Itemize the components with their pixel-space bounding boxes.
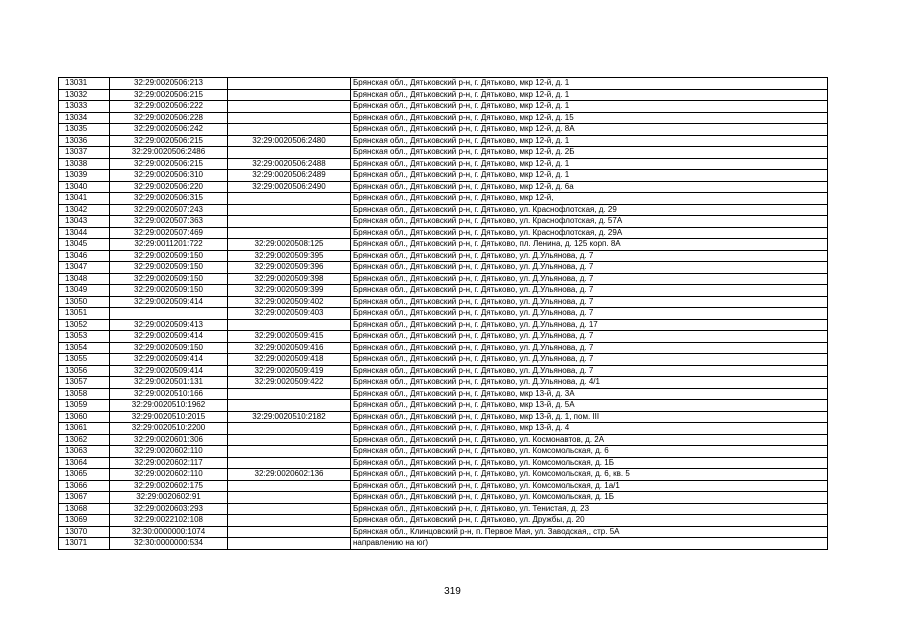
related-cadastral-number-cell (228, 400, 351, 412)
related-cadastral-number-cell (228, 101, 351, 113)
cadastral-number-cell: 32:29:0020509:414 (110, 365, 228, 377)
table-row (59, 308, 828, 320)
record-number-cell: 13050 (59, 296, 110, 308)
table-row (59, 296, 828, 308)
address-cell: Брянская обл., Дятьковский р-н, г. Дятьково, мкр 12-й, д. 1 (351, 158, 828, 170)
table-row (59, 538, 828, 550)
related-cadastral-number-cell (228, 434, 351, 446)
record-number-cell: 13051 (59, 308, 110, 320)
cadastral-number-cell: 32:29:0020602:91 (110, 492, 228, 504)
address-cell: Брянская обл., Дятьковский р-н, г. Дятьково, ул. Д.Ульянова, д. 7 (351, 354, 828, 366)
related-cadastral-number-cell: 32:29:0020510:2182 (228, 411, 351, 423)
address-cell: Брянская обл., Дятьковский р-н, г. Дятьково, ул. Д.Ульянова, д. 7 (351, 285, 828, 297)
address-cell: Брянская обл., Дятьковский р-н, г. Дятьково, ул. Космонавтов, д. 2А (351, 434, 828, 446)
record-number-cell: 13052 (59, 319, 110, 331)
related-cadastral-number-cell (228, 457, 351, 469)
related-cadastral-number-cell (228, 89, 351, 101)
address-cell: направлению на юг) (351, 538, 828, 550)
related-cadastral-number-cell (228, 526, 351, 538)
related-cadastral-number-cell (228, 480, 351, 492)
cadastral-number-cell (110, 308, 228, 320)
address-cell: Брянская обл., Дятьковский р-н, г. Дятьково, ул. Д.Ульянова, д. 7 (351, 250, 828, 262)
cadastral-number-cell: 32:29:0020506:228 (110, 112, 228, 124)
address-cell: Брянская обл., Дятьковский р-н, г. Дятьково, ул. Комсомольская, д. 1Б (351, 492, 828, 504)
record-number-cell: 13047 (59, 262, 110, 274)
record-number-cell: 13066 (59, 480, 110, 492)
table-row (59, 262, 828, 274)
cadastral-number-cell: 32:29:0020509:150 (110, 285, 228, 297)
table-row (59, 101, 828, 113)
related-cadastral-number-cell: 32:29:0020509:396 (228, 262, 351, 274)
record-number-cell: 13035 (59, 124, 110, 136)
address-cell: Брянская обл., Дятьковский р-н, г. Дятьково, мкр 12-й, д. 2Б (351, 147, 828, 159)
record-number-cell: 13069 (59, 515, 110, 527)
registry-table-body (59, 78, 828, 550)
cadastral-number-cell: 32:29:0020506:213 (110, 78, 228, 90)
address-cell: Брянская обл., Дятьковский р-н, г. Дятьково, ул. Д.Ульянова, д. 7 (351, 273, 828, 285)
table-row (59, 285, 828, 297)
related-cadastral-number-cell: 32:29:0020509:398 (228, 273, 351, 285)
record-number-cell: 13037 (59, 147, 110, 159)
address-cell: Брянская обл., Дятьковский р-н, г. Дятьково, ул. Д.Ульянова, д. 7 (351, 365, 828, 377)
address-cell: Брянская обл., Клинцовский р-н, п. Первое Мая, ул. Заводская,, стр. 5А (351, 526, 828, 538)
address-cell: Брянская обл., Дятьковский р-н, г. Дятьково, пл. Ленина, д. 125 корп. 8А (351, 239, 828, 251)
record-number-cell: 13036 (59, 135, 110, 147)
cadastral-number-cell: 32:29:0020506:215 (110, 89, 228, 101)
record-number-cell: 13057 (59, 377, 110, 389)
address-cell: Брянская обл., Дятьковский р-н, г. Дятьково, мкр 12-й, д. 1 (351, 135, 828, 147)
cadastral-number-cell: 32:29:0020601:306 (110, 434, 228, 446)
related-cadastral-number-cell (228, 446, 351, 458)
record-number-cell: 13043 (59, 216, 110, 228)
address-cell: Брянская обл., Дятьковский р-н, г. Дятьково, ул. Д.Ульянова, д. 7 (351, 331, 828, 343)
address-cell: Брянская обл., Дятьковский р-н, г. Дятьково, мкр 13-й, д. 3А (351, 388, 828, 400)
table-row (59, 492, 828, 504)
record-number-cell: 13068 (59, 503, 110, 515)
record-number-cell: 13060 (59, 411, 110, 423)
related-cadastral-number-cell (228, 216, 351, 228)
cadastral-number-cell: 32:29:0020510:1962 (110, 400, 228, 412)
table-row (59, 457, 828, 469)
record-number-cell: 13071 (59, 538, 110, 550)
cadastral-number-cell: 32:29:0020509:413 (110, 319, 228, 331)
record-number-cell: 13053 (59, 331, 110, 343)
address-cell: Брянская обл., Дятьковский р-н, г. Дятьково, мкр 12-й, (351, 193, 828, 205)
related-cadastral-number-cell: 32:29:0020509:415 (228, 331, 351, 343)
related-cadastral-number-cell: 32:29:0020506:2489 (228, 170, 351, 182)
address-cell: Брянская обл., Дятьковский р-н, г. Дятьково, ул. Краснофлотская, д. 29А (351, 227, 828, 239)
cadastral-number-cell: 32:29:0020510:2200 (110, 423, 228, 435)
related-cadastral-number-cell: 32:29:0020506:2490 (228, 181, 351, 193)
related-cadastral-number-cell (228, 204, 351, 216)
table-row (59, 193, 828, 205)
cadastral-number-cell: 32:29:0020602:110 (110, 446, 228, 458)
related-cadastral-number-cell: 32:29:0020509:419 (228, 365, 351, 377)
related-cadastral-number-cell: 32:29:0020509:395 (228, 250, 351, 262)
table-row (59, 89, 828, 101)
cadastral-number-cell: 32:29:0020510:166 (110, 388, 228, 400)
cadastral-number-cell: 32:29:0020509:150 (110, 342, 228, 354)
record-number-cell: 13054 (59, 342, 110, 354)
page-number: 319 (444, 586, 461, 597)
table-row (59, 239, 828, 251)
table-row (59, 469, 828, 481)
record-number-cell: 13040 (59, 181, 110, 193)
record-number-cell: 13044 (59, 227, 110, 239)
address-cell: Брянская обл., Дятьковский р-н, г. Дятьково, мкр 12-й, д. 6а (351, 181, 828, 193)
address-cell: Брянская обл., Дятьковский р-н, г. Дятьково, ул. Комсомольская, д. 6, кв. 5 (351, 469, 828, 481)
related-cadastral-number-cell (228, 227, 351, 239)
record-number-cell: 13033 (59, 101, 110, 113)
address-cell: Брянская обл., Дятьковский р-н, г. Дятьково, ул. Краснофлотская, д. 29 (351, 204, 828, 216)
cadastral-number-cell: 32:29:0020509:414 (110, 331, 228, 343)
related-cadastral-number-cell: 32:29:0020506:2488 (228, 158, 351, 170)
table-row (59, 319, 828, 331)
cadastral-number-cell: 32:29:0020507:243 (110, 204, 228, 216)
cadastral-number-cell: 32:29:0020501:131 (110, 377, 228, 389)
related-cadastral-number-cell (228, 388, 351, 400)
address-cell: Брянская обл., Дятьковский р-н, г. Дятьково, ул. Комсомольская, д. 1а/1 (351, 480, 828, 492)
cadastral-number-cell: 32:29:0020506:222 (110, 101, 228, 113)
record-number-cell: 13046 (59, 250, 110, 262)
cadastral-number-cell: 32:29:0020509:414 (110, 354, 228, 366)
related-cadastral-number-cell (228, 319, 351, 331)
address-cell: Брянская обл., Дятьковский р-н, г. Дятьково, ул. Д.Ульянова, д. 17 (351, 319, 828, 331)
table-row (59, 147, 828, 159)
related-cadastral-number-cell (228, 112, 351, 124)
table-row (59, 434, 828, 446)
record-number-cell: 13061 (59, 423, 110, 435)
related-cadastral-number-cell: 32:29:0020509:399 (228, 285, 351, 297)
table-row (59, 480, 828, 492)
cadastral-number-cell: 32:29:0020506:315 (110, 193, 228, 205)
related-cadastral-number-cell: 32:29:0020509:402 (228, 296, 351, 308)
record-number-cell: 13058 (59, 388, 110, 400)
cadastral-number-cell: 32:29:0022102:108 (110, 515, 228, 527)
address-cell: Брянская обл., Дятьковский р-н, г. Дятьково, мкр 12-й, д. 1 (351, 78, 828, 90)
address-cell: Брянская обл., Дятьковский р-н, г. Дятьково, ул. Тенистая, д. 23 (351, 503, 828, 515)
record-number-cell: 13070 (59, 526, 110, 538)
table-row (59, 365, 828, 377)
cadastral-number-cell: 32:29:0020602:110 (110, 469, 228, 481)
address-cell: Брянская обл., Дятьковский р-н, г. Дятьково, ул. Комсомольская, д. 6 (351, 446, 828, 458)
related-cadastral-number-cell: 32:29:0020602:136 (228, 469, 351, 481)
table-row (59, 377, 828, 389)
record-number-cell: 13045 (59, 239, 110, 251)
table-row (59, 78, 828, 90)
address-cell: Брянская обл., Дятьковский р-н, г. Дятьково, ул. Д.Ульянова, д. 7 (351, 262, 828, 274)
table-row (59, 503, 828, 515)
table-row (59, 400, 828, 412)
record-number-cell: 13056 (59, 365, 110, 377)
cadastral-number-cell: 32:29:0011201:722 (110, 239, 228, 251)
cadastral-number-cell: 32:29:0020509:150 (110, 262, 228, 274)
related-cadastral-number-cell (228, 503, 351, 515)
address-cell: Брянская обл., Дятьковский р-н, г. Дятьково, ул. Дружбы, д. 20 (351, 515, 828, 527)
record-number-cell: 13063 (59, 446, 110, 458)
cadastral-number-cell: 32:29:0020506:220 (110, 181, 228, 193)
table-row (59, 411, 828, 423)
cadastral-number-cell: 32:29:0020509:150 (110, 250, 228, 262)
related-cadastral-number-cell (228, 193, 351, 205)
cadastral-number-cell: 32:29:0020507:363 (110, 216, 228, 228)
address-cell: Брянская обл., Дятьковский р-н, г. Дятьково, ул. Краснофлотская, д. 57А (351, 216, 828, 228)
table-row (59, 273, 828, 285)
related-cadastral-number-cell: 32:29:0020509:416 (228, 342, 351, 354)
cadastral-number-cell: 32:29:0020603:293 (110, 503, 228, 515)
address-cell: Брянская обл., Дятьковский р-н, г. Дятьково, мкр 12-й, д. 15 (351, 112, 828, 124)
address-cell: Брянская обл., Дятьковский р-н, г. Дятьково, ул. Комсомольская, д. 1Б (351, 457, 828, 469)
table-row (59, 354, 828, 366)
cadastral-number-cell: 32:30:0000000:1074 (110, 526, 228, 538)
cadastral-number-cell: 32:29:0020510:2015 (110, 411, 228, 423)
related-cadastral-number-cell: 32:29:0020509:403 (228, 308, 351, 320)
table-row (59, 526, 828, 538)
related-cadastral-number-cell (228, 78, 351, 90)
cadastral-number-cell: 32:29:0020506:215 (110, 158, 228, 170)
cadastral-number-cell: 32:29:0020602:175 (110, 480, 228, 492)
related-cadastral-number-cell: 32:29:0020509:418 (228, 354, 351, 366)
related-cadastral-number-cell: 32:29:0020509:422 (228, 377, 351, 389)
table-row (59, 423, 828, 435)
cadastral-number-cell: 32:29:0020506:310 (110, 170, 228, 182)
address-cell: Брянская обл., Дятьковский р-н, г. Дятьково, мкр 12-й, д. 8А (351, 124, 828, 136)
cadastral-number-cell: 32:30:0000000:534 (110, 538, 228, 550)
record-number-cell: 13048 (59, 273, 110, 285)
table-row (59, 124, 828, 136)
cadastral-number-cell: 32:29:0020602:117 (110, 457, 228, 469)
cadastral-number-cell: 32:29:0020506:242 (110, 124, 228, 136)
table-row (59, 204, 828, 216)
table-row (59, 135, 828, 147)
table-row (59, 158, 828, 170)
record-number-cell: 13039 (59, 170, 110, 182)
record-number-cell: 13055 (59, 354, 110, 366)
table-row (59, 181, 828, 193)
address-cell: Брянская обл., Дятьковский р-н, г. Дятьково, ул. Д.Ульянова, д. 7 (351, 296, 828, 308)
related-cadastral-number-cell: 32:29:0020508:125 (228, 239, 351, 251)
record-number-cell: 13041 (59, 193, 110, 205)
table-row (59, 342, 828, 354)
table-row (59, 331, 828, 343)
related-cadastral-number-cell (228, 492, 351, 504)
cadastral-number-cell: 32:29:0020509:414 (110, 296, 228, 308)
table-row (59, 446, 828, 458)
record-number-cell: 13059 (59, 400, 110, 412)
table-row (59, 515, 828, 527)
related-cadastral-number-cell (228, 538, 351, 550)
cadastral-number-cell: 32:29:0020507:469 (110, 227, 228, 239)
record-number-cell: 13065 (59, 469, 110, 481)
table-row (59, 250, 828, 262)
record-number-cell: 13067 (59, 492, 110, 504)
address-cell: Брянская обл., Дятьковский р-н, г. Дятьково, ул. Д.Ульянова, д. 7 (351, 342, 828, 354)
address-cell: Брянская обл., Дятьковский р-н, г. Дятьково, ул. Д.Ульянова, д. 4/1 (351, 377, 828, 389)
table-row (59, 170, 828, 182)
related-cadastral-number-cell (228, 147, 351, 159)
table-row (59, 216, 828, 228)
record-number-cell: 13034 (59, 112, 110, 124)
record-number-cell: 13042 (59, 204, 110, 216)
address-cell: Брянская обл., Дятьковский р-н, г. Дятьково, ул. Д.Ульянова, д. 7 (351, 308, 828, 320)
address-cell: Брянская обл., Дятьковский р-н, г. Дятьково, мкр 12-й, д. 1 (351, 89, 828, 101)
address-cell: Брянская обл., Дятьковский р-н, г. Дятьково, мкр 13-й, д. 1, пом. III (351, 411, 828, 423)
registry-table (58, 77, 828, 550)
related-cadastral-number-cell: 32:29:0020506:2480 (228, 135, 351, 147)
record-number-cell: 13032 (59, 89, 110, 101)
address-cell: Брянская обл., Дятьковский р-н, г. Дятьково, мкр 13-й, д. 4 (351, 423, 828, 435)
table-row (59, 227, 828, 239)
related-cadastral-number-cell (228, 515, 351, 527)
record-number-cell: 13049 (59, 285, 110, 297)
cadastral-number-cell: 32:29:0020509:150 (110, 273, 228, 285)
related-cadastral-number-cell (228, 423, 351, 435)
record-number-cell: 13062 (59, 434, 110, 446)
record-number-cell: 13064 (59, 457, 110, 469)
related-cadastral-number-cell (228, 124, 351, 136)
address-cell: Брянская обл., Дятьковский р-н, г. Дятьково, мкр 12-й, д. 1 (351, 170, 828, 182)
cadastral-number-cell: 32:29:0020506:2486 (110, 147, 228, 159)
record-number-cell: 13031 (59, 78, 110, 90)
table-row (59, 388, 828, 400)
table-row (59, 112, 828, 124)
address-cell: Брянская обл., Дятьковский р-н, г. Дятьково, мкр 13-й, д. 5А (351, 400, 828, 412)
record-number-cell: 13038 (59, 158, 110, 170)
address-cell: Брянская обл., Дятьковский р-н, г. Дятьково, мкр 12-й, д. 1 (351, 101, 828, 113)
cadastral-number-cell: 32:29:0020506:215 (110, 135, 228, 147)
